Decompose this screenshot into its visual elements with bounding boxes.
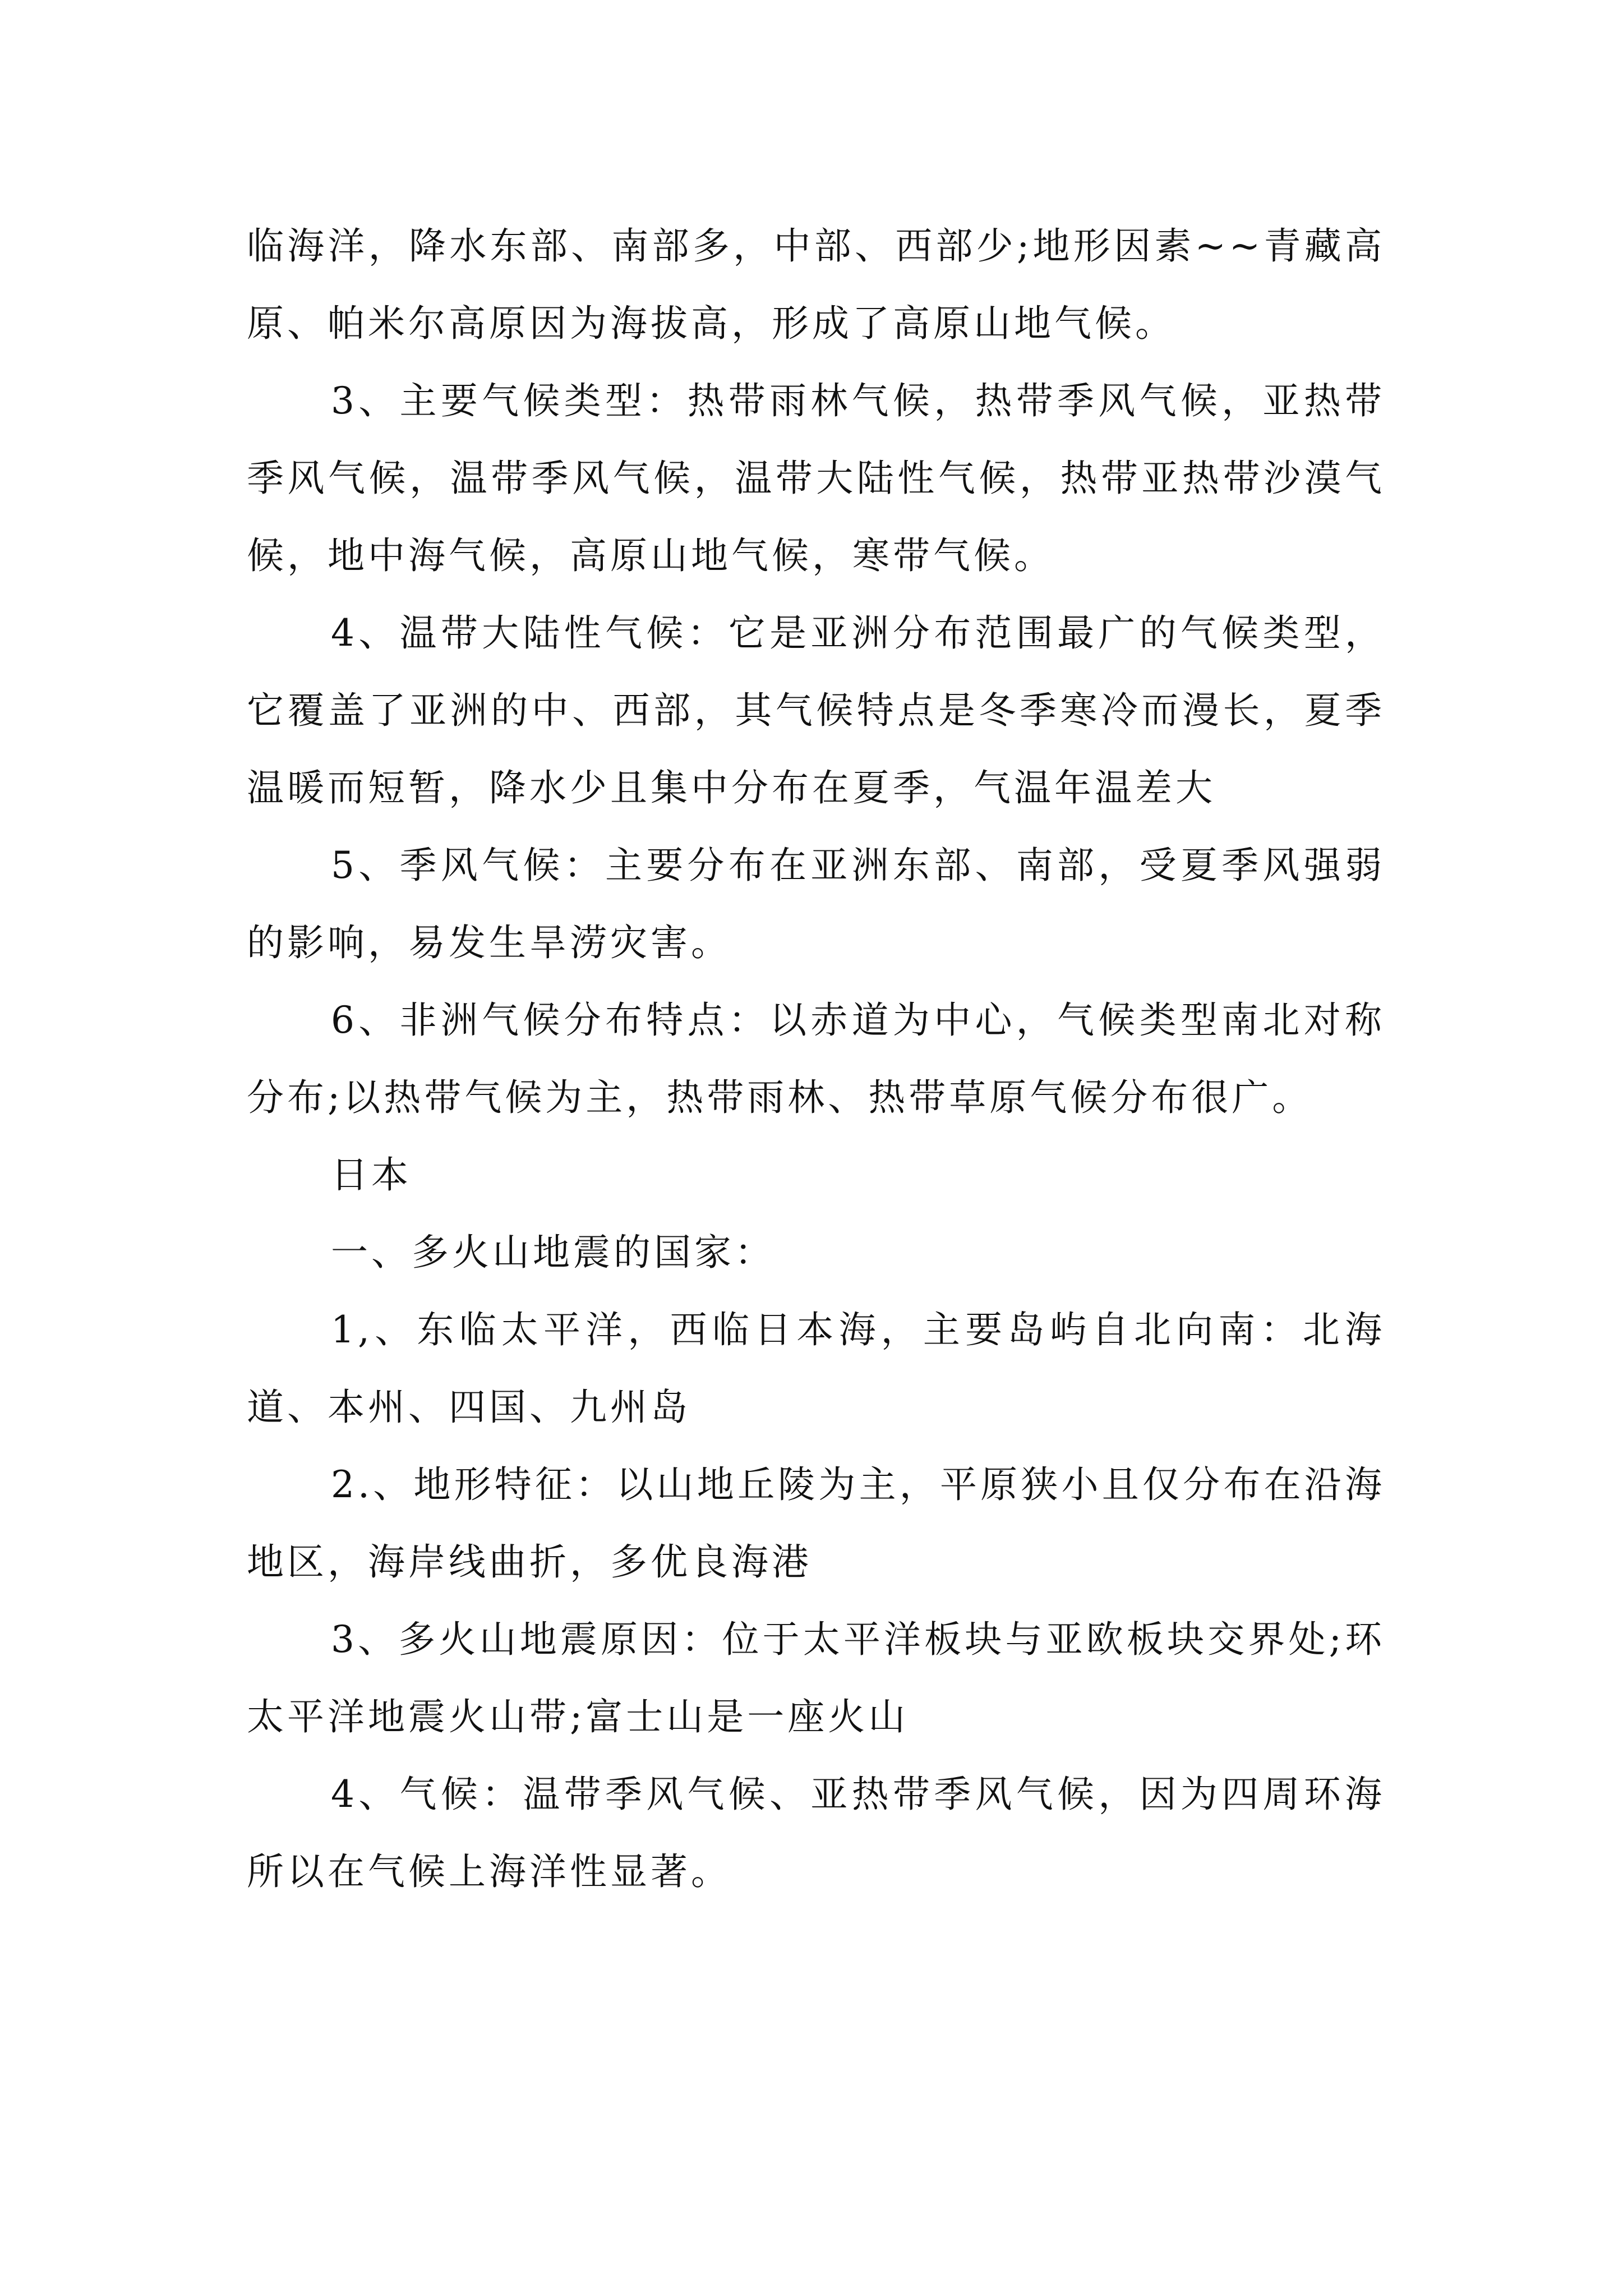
paragraph-japan-climate: 4、气候：温带季风气候、亚热带季风气候，因为四周环海所以在气候上海洋性显著。 <box>247 1773 1385 1893</box>
document-body <box>247 208 1385 1911</box>
section-heading-japan: 日本 <box>331 1153 412 1197</box>
paragraph-temperate-continental: 4、温带大陆性气候：它是亚洲分布范围最广的气候类型，它覆盖了亚洲的中、西部，其气候特点是冬季寒冷而漫长，夏季温暖而短暂，降水少且集中分布在夏季，气温年温差大 <box>247 611 1385 809</box>
subsection-heading-volcano-earthquake: 一、多火山地震的国家： <box>331 1231 775 1274</box>
paragraph-main-climate-types: 3、主要气候类型：热带雨林气候，热带季风气候，亚热带季风气候，温带季风气候，温带大陆性气候，热带亚热带沙漠气候，地中海气候，高原山地气候，寒带气候。 <box>247 379 1385 577</box>
paragraph-monsoon-climate: 5、季风气候：主要分布在亚洲东部、南部，受夏季风强弱的影响，易发生旱涝灾害。 <box>247 844 1385 964</box>
paragraph-africa-climate: 6、非洲气候分布特点：以赤道为中心，气候类型南北对称分布;以热带气候为主，热带雨林、热带草原气候分布很广。 <box>247 999 1385 1119</box>
paragraph-japan-terrain: 2.、地形特征：以山地丘陵为主，平原狭小且仅分布在沿海地区，海岸线曲折，多优良海港 <box>247 1463 1385 1584</box>
paragraph-continuation: 临海洋，降水东部、南部多，中部、西部少;地形因素~~青藏高原、帕米尔高原因为海拔高，形成了高原山地气候。 <box>247 224 1385 345</box>
paragraph-japan-location: 1,、东临太平洋，西临日本海，主要岛屿自北向南：北海道、本州、四国、九州岛 <box>247 1308 1385 1429</box>
paragraph-japan-volcano-cause: 3、多火山地震原因：位于太平洋板块与亚欧板块交界处;环太平洋地震火山带;富士山是一座火山 <box>247 1618 1385 1738</box>
